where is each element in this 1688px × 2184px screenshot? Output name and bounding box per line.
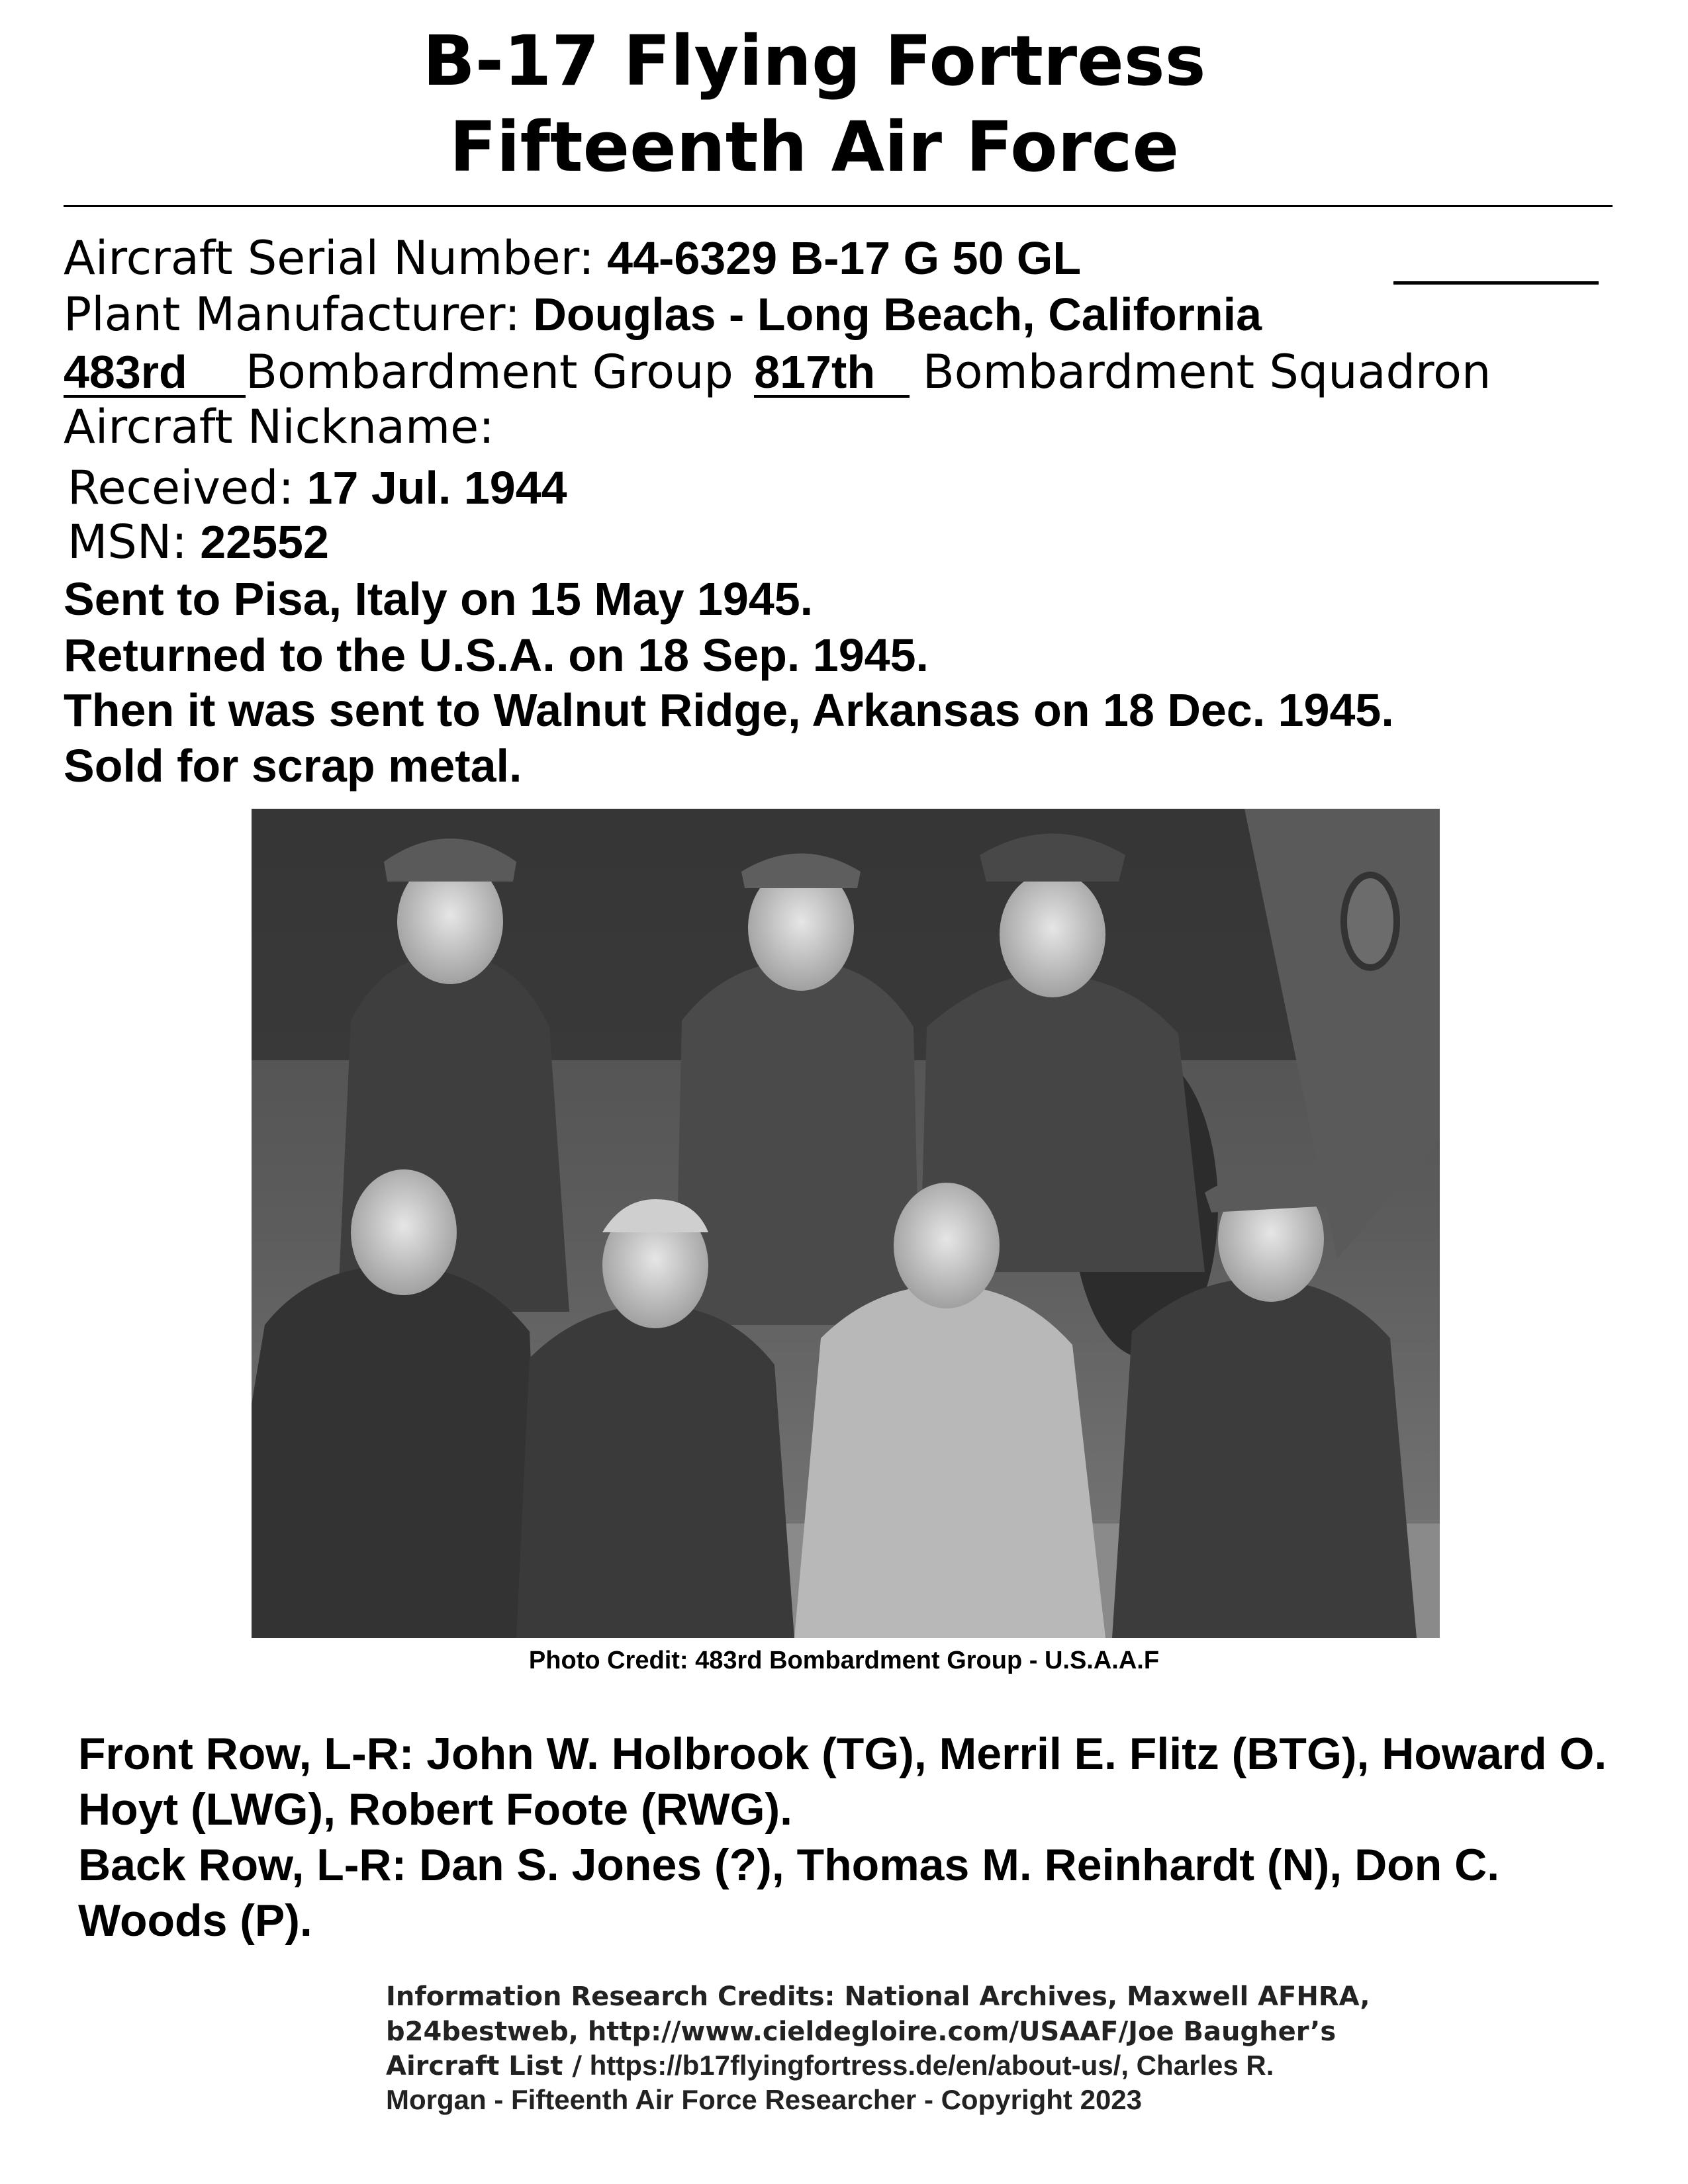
- research-credits-text-1: Information Research Credits: National Archives, Maxwell AFHRA,: [386, 1981, 1370, 2012]
- manufacturer-row: [64, 287, 1262, 341]
- group-squadron-row: [64, 345, 1491, 399]
- history-line-3: Then it was sent to Walnut Ridge, Arkansas on 18 Dec. 1945.: [64, 684, 1394, 736]
- msn-label: MSN:: [68, 515, 187, 569]
- squadron-value: 817th: [754, 349, 910, 398]
- research-credits-text-3b: https://b17flyingfortress.de/en/about-us/, Charles R.: [581, 2050, 1274, 2081]
- serial-blank-line: [1393, 281, 1599, 285]
- history-line-1: Sent to Pisa, Italy on 15 May 1945.: [64, 573, 814, 625]
- serial-number-label: Aircraft Serial Number:: [64, 231, 594, 285]
- page-title-line-1: B-17 Flying Fortress: [422, 21, 1206, 101]
- squadron-label: Bombardment Squadron: [922, 345, 1491, 399]
- msn-row: [68, 515, 329, 569]
- nickname-label: Aircraft Nickname:: [64, 400, 494, 454]
- page-title-line-2: Fifteenth Air Force: [449, 107, 1180, 187]
- title-divider: [64, 205, 1613, 207]
- research-credits-line-4: Morgan - Fifteenth Air Force Researcher - Copyright 2023: [386, 2084, 1143, 2115]
- manufacturer-label: Plant Manufacturer:: [64, 287, 520, 341]
- crew-photo: [252, 809, 1440, 1638]
- received-row: [68, 461, 567, 515]
- nickname-row: [64, 400, 494, 454]
- received-label: Received:: [68, 461, 295, 515]
- research-credits-line-3: [386, 2052, 1274, 2079]
- group-value: 483rd: [64, 349, 246, 398]
- manufacturer-value: Douglas - Long Beach, California: [533, 289, 1262, 340]
- serial-number-value: 44-6329 B-17 G 50 GL: [607, 232, 1082, 284]
- received-value: 17 Jul. 1944: [306, 462, 567, 514]
- front-row-caption: Front Row, L-R: John W. Holbrook (TG), Merril E. Flitz (BTG), Howard O. Hoyt (LWG), Robert Foote (RWG).: [78, 1729, 1607, 1835]
- research-credits-text-2: b24bestweb, http://www.cieldegloire.com/USAAF/Joe Baugher’s: [386, 2017, 1336, 2047]
- history-line-2: Returned to the U.S.A. on 18 Sep. 1945.: [64, 629, 929, 681]
- photo-credit: Photo Credit: 483rd Bombardment Group - U.S.A.A.F: [528, 1647, 1160, 1674]
- group-label: Bombardment Group: [246, 345, 733, 399]
- serial-number-row: [64, 231, 1082, 285]
- back-row-caption: Back Row, L-R: Dan S. Jones (?), Thomas M. Reinhardt (N), Don C. Woods (P).: [78, 1840, 1500, 1946]
- research-credits-text-3a: Aircraft List /: [386, 2051, 582, 2081]
- history-line-4: Sold for scrap metal.: [64, 740, 522, 792]
- research-credits-line-2: [386, 2017, 1336, 2045]
- msn-value: 22552: [200, 516, 329, 568]
- research-credits-line-1: [386, 1982, 1370, 2010]
